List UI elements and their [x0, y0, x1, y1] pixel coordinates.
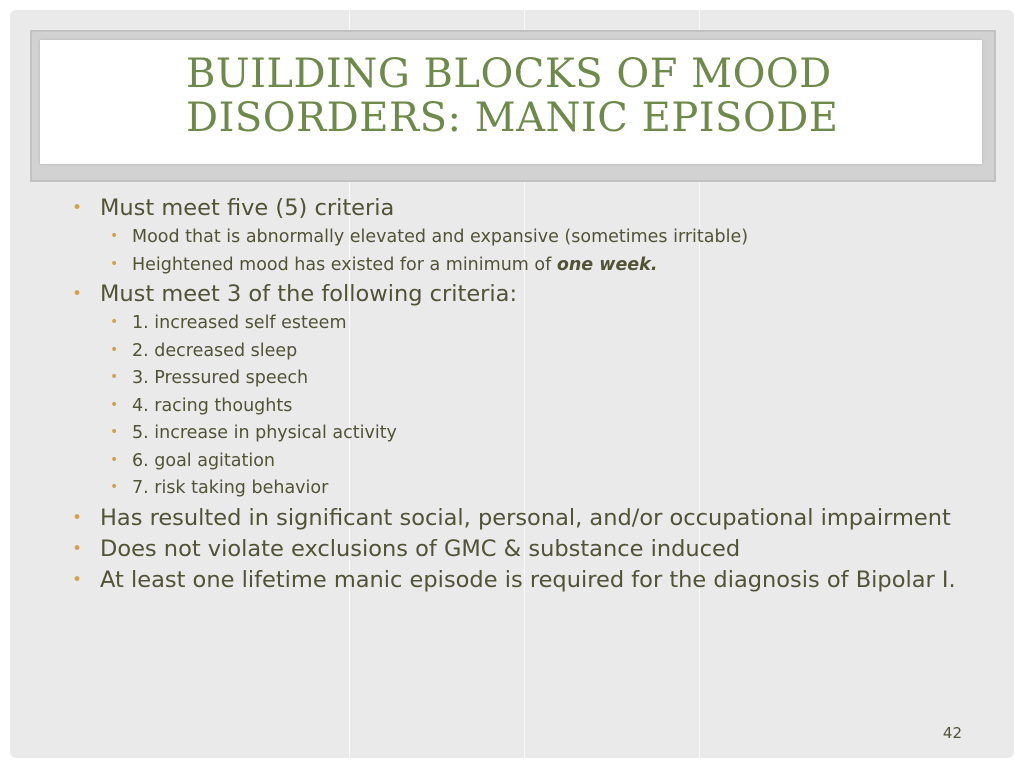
- bullet-dot-icon: •: [110, 341, 119, 358]
- bullet-text: Must meet 3 of the following criteria:: [100, 281, 518, 307]
- bullet-text: 3. Pressured speech: [132, 368, 309, 388]
- criteria-item: [72, 368, 972, 389]
- criteria-item: [72, 478, 972, 499]
- sub-list-item: [72, 227, 972, 248]
- bullet-dot-icon: •: [110, 396, 119, 413]
- bullet-text: 6. goal agitation: [132, 450, 276, 471]
- title-line-1: BUILDING BLOCKS OF MOOD: [186, 51, 832, 97]
- bullet-text: 7. risk taking behavior: [132, 478, 329, 498]
- slide-title: [186, 52, 839, 140]
- list-item: [72, 537, 972, 562]
- bullet-text: Heightened mood has existed for a minimum of: [132, 254, 557, 275]
- criteria-item: [72, 341, 972, 362]
- bullet-dot-icon: •: [110, 228, 119, 244]
- bullet-text: 4. racing thoughts: [132, 395, 293, 416]
- slide: [10, 10, 1014, 758]
- bullet-dot-icon: •: [72, 507, 83, 528]
- title-frame: [30, 30, 996, 182]
- bullet-list: [72, 196, 972, 599]
- bullet-text: 5. increase in physical activity: [132, 423, 397, 443]
- bullet-text: Has resulted in significant social, personal, and/or occupational impairment: [100, 504, 951, 531]
- bullet-dot-icon: •: [72, 569, 83, 590]
- title-box: [40, 40, 982, 164]
- bullet-dot-icon: •: [72, 538, 83, 559]
- title-line-2: DISORDERS: MANIC EPISODE: [186, 95, 839, 141]
- bullet-dot-icon: •: [110, 479, 119, 495]
- page-number: 42: [942, 724, 962, 742]
- bullet-dot-icon: •: [110, 451, 119, 468]
- list-item: [72, 568, 972, 593]
- criteria-item: [72, 396, 972, 417]
- criteria-item: [72, 451, 972, 472]
- list-item: [72, 196, 972, 221]
- bullet-dot-icon: •: [72, 284, 83, 304]
- emphasis-text: one week.: [556, 254, 658, 275]
- bullet-text: Does not violate exclusions of GMC & substance induced: [100, 535, 741, 562]
- list-item: [72, 282, 972, 307]
- bullet-dot-icon: •: [72, 198, 83, 218]
- bullet-dot-icon: •: [110, 255, 119, 272]
- bullet-text: Must meet five (5) criteria: [100, 195, 395, 221]
- bullet-text: Mood that is abnormally elevated and expansive (sometimes irritable): [132, 227, 749, 247]
- bullet-text: 1. increased self esteem: [132, 313, 347, 333]
- sub-list-item: [72, 255, 972, 276]
- bullet-text: 2. decreased sleep: [132, 340, 298, 361]
- list-item: [72, 506, 972, 531]
- bullet-dot-icon: •: [110, 314, 119, 330]
- bullet-dot-icon: •: [110, 369, 119, 385]
- bullet-text: At least one lifetime manic episode is required for the diagnosis of Bipolar I.: [100, 566, 956, 593]
- bullet-dot-icon: •: [110, 424, 119, 440]
- criteria-item: [72, 423, 972, 444]
- criteria-item: [72, 313, 972, 334]
